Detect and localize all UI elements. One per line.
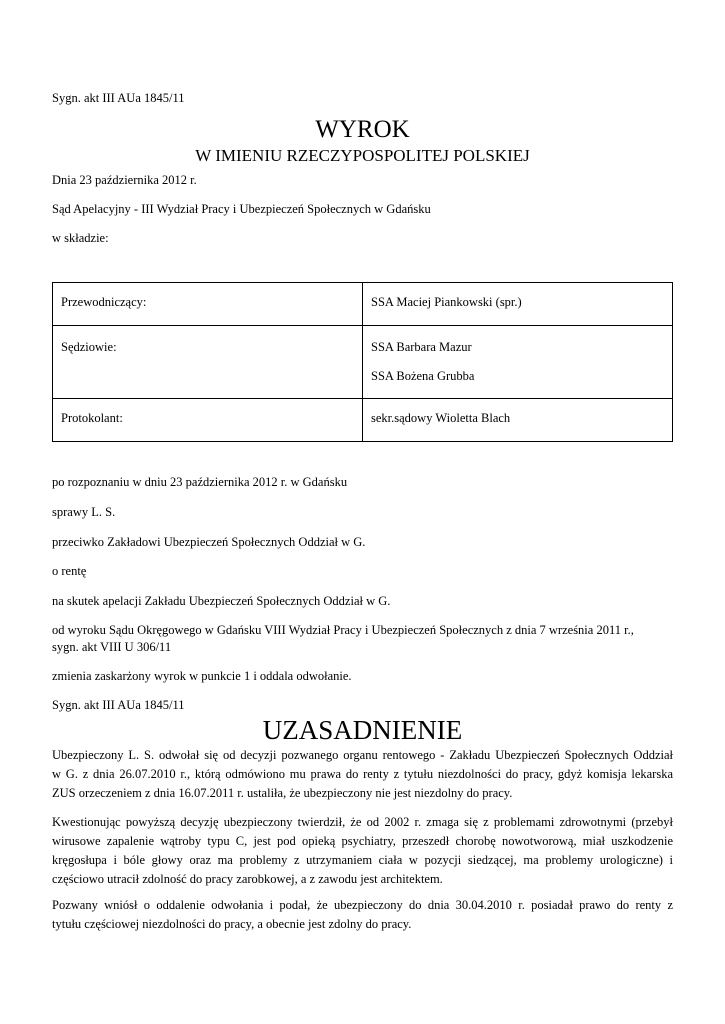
paragraph-1-line-3: ZUS orzeczeniem z dnia 16.07.2011 r. ustaliła, że ubezpieczony nie jest niezdolny do pracy.: [52, 786, 513, 800]
clerk-value: sekr.sądowy Wioletta Blach: [371, 411, 511, 425]
case-signature-justification: Sygn. akt III AUa 1845/11: [52, 698, 185, 712]
ruling-line-7: zmienia zaskarżony wyrok w punkcie 1 i oddala odwołanie.: [52, 669, 352, 683]
paragraph-1-line-2: w G. z dnia 26.07.2010 r., którą odmówiono mu prawa do renty z tytułu niezdolności do pracy, gdyż komisja lekarska: [52, 767, 673, 781]
judge-1: SSA Barbara Mazur: [371, 340, 472, 354]
judges-label: Sędziowie:: [61, 340, 117, 354]
ruling-line-3: przeciwko Zakładowi Ubezpieczeń Społecznych Oddział w G.: [52, 535, 366, 549]
document-subtitle: W IMIENIU RZECZYPOSPOLITEJ POLSKIEJ: [195, 146, 530, 165]
ruling-line-6a: od wyroku Sądu Okręgowego w Gdańsku VIII Wydział Pracy i Ubezpieczeń Społecznych z dnia 7 września 2011 r.,: [52, 623, 634, 637]
case-signature-top: Sygn. akt III AUa 1845/11: [52, 91, 185, 105]
justification-paragraph-2: [52, 813, 673, 889]
bench-row-clerk: [53, 399, 673, 442]
composition-intro: w składzie:: [52, 231, 109, 245]
judge-2: SSA Bożena Grubba: [371, 369, 475, 383]
court-name: Sąd Apelacyjny - III Wydział Pracy i Ubezpieczeń Społecznych w Gdańsku: [52, 202, 431, 216]
chair-label: Przewodniczący:: [61, 295, 147, 309]
paragraph-2-line-4: częściowo utracił zdolność do pracy zarobkowej, a z zawodu jest architektem.: [52, 872, 443, 886]
ruling-line-6b: sygn. akt VIII U 306/11: [52, 640, 172, 654]
ruling-line-2: sprawy L. S.: [52, 505, 116, 519]
bench-row-judges: [53, 326, 673, 399]
ruling-line-5: na skutek apelacji Zakładu Ubezpieczeń Społecznych Oddział w G.: [52, 594, 391, 608]
bench-row-chair: [53, 283, 673, 326]
paragraph-2-line-3: kręgosłupa i bóle głowy oraz ma problemy z utrzymaniem ciała w pozycji siedzącej, ma problemy urologiczne) i: [52, 853, 673, 867]
document-title: WYROK: [315, 116, 410, 143]
paragraph-1-line-1: Ubezpieczony L. S. odwołał się od decyzji pozwanego organu rentowego - Zakładu Ubezpieczeń Społecznych Oddział: [52, 748, 673, 762]
justification-paragraph-3: [52, 896, 673, 934]
paragraph-2-line-1: Kwestionując powyższą decyzję ubezpieczony twierdził, że od 2002 r. zmaga się z problemami zdrowotnymi (przebył: [52, 815, 673, 829]
clerk-label: Protokolant:: [61, 411, 123, 425]
paragraph-3-line-1: Pozwany wniósł o oddalenie odwołania i podał, że ubezpieczony do dnia 30.04.2010 r. posiadał prawo do renty z: [52, 898, 673, 912]
bench-table: [52, 282, 673, 442]
justification-paragraph-1: [52, 746, 673, 803]
ruling-line-4: o rentę: [52, 564, 87, 578]
ruling-line-1: po rozpoznaniu w dniu 23 października 2012 r. w Gdańsku: [52, 475, 348, 489]
justification-title: UZASADNIENIE: [262, 715, 463, 745]
paragraph-2-line-2: wirusowe zapalenie wątroby typu C, jest pod opieką psychiatry, przeszedł chorobę nowotworową, miał uszkodzenie: [52, 834, 673, 848]
judgment-date: Dnia 23 października 2012 r.: [52, 173, 197, 187]
chair-value: SSA Maciej Piankowski (spr.): [371, 295, 522, 309]
paragraph-3-line-2: tytułu częściowej niezdolności do pracy, a obecnie jest zdolny do pracy.: [52, 917, 412, 931]
